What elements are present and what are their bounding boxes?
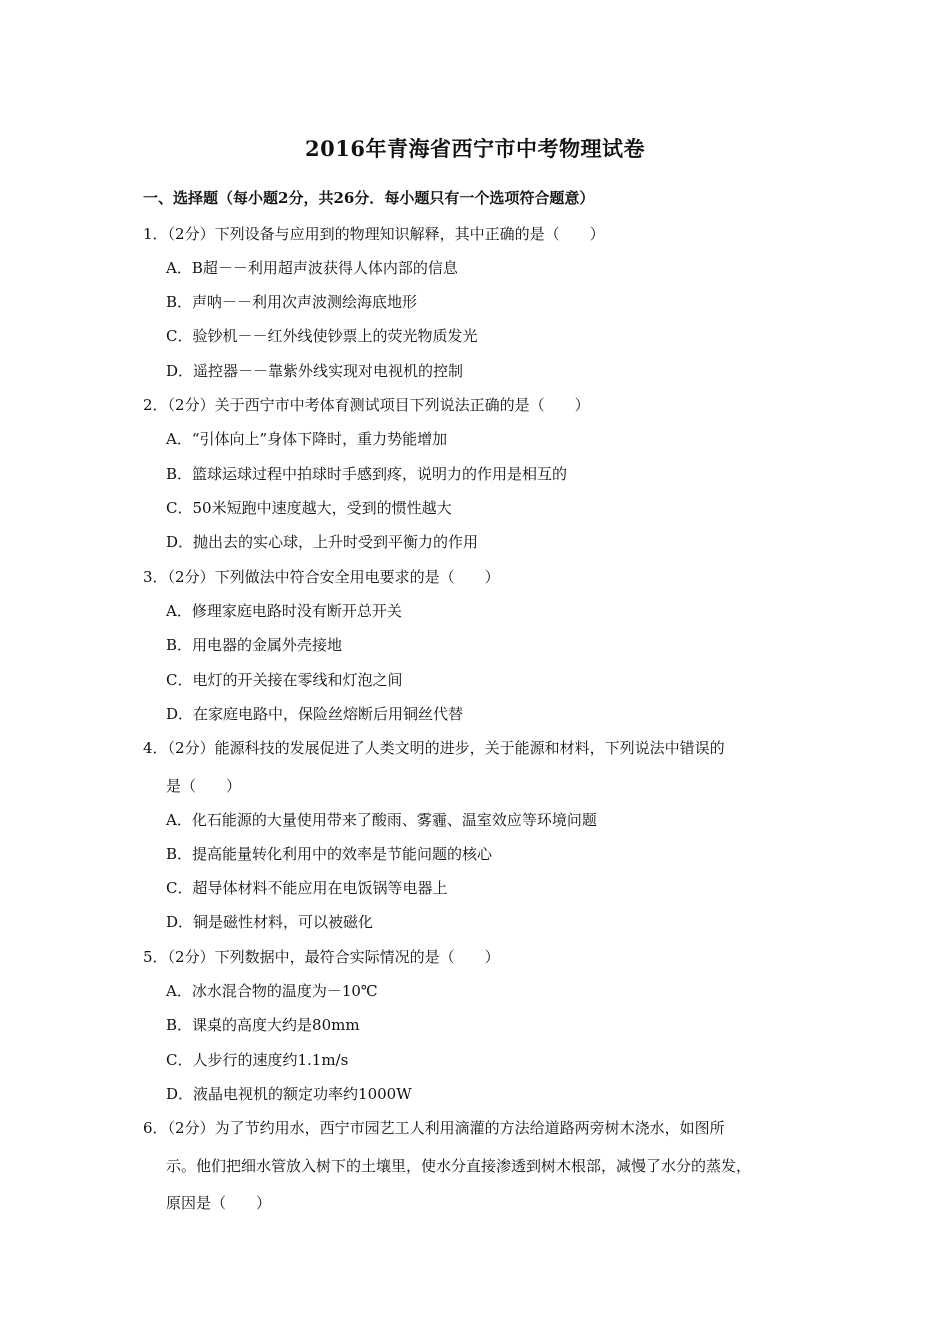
question-3-option-c: C．电灯的开关接在零线和灯泡之间	[166, 671, 403, 689]
page-title: 2016年青海省西宁市中考物理试卷	[305, 136, 645, 161]
question-1-option-d: D．遥控器－－靠紫外线实现对电视机的控制	[166, 362, 464, 380]
question-2-option-d: D．抛出去的实心球，上升时受到平衡力的作用	[166, 533, 479, 551]
question-4: 4．（2分）能源科技的发展促进了人类文明的进步，关于能源和材料，下列说法中错误的	[143, 739, 725, 757]
question-2: 2．（2分）关于西宁市中考体育测试项目下列说法正确的是（ ）	[143, 396, 590, 414]
question-2-option-b: B．篮球运球过程中拍球时手感到疼，说明力的作用是相互的	[166, 465, 568, 483]
question-3-option-b: B．用电器的金属外壳接地	[166, 636, 343, 654]
question-3-option-d: D．在家庭电路中，保险丝熔断后用铜丝代替	[166, 705, 464, 723]
question-5-option-c: C．人步行的速度约1.1m/s	[166, 1051, 349, 1069]
question-5: 5．（2分）下列数据中，最符合实际情况的是（ ）	[143, 948, 500, 966]
question-5-option-a: A．冰水混合物的温度为－10℃	[166, 982, 378, 1000]
question-4-option-d: D．铜是磁性材料，可以被磁化	[166, 913, 374, 931]
question-3: 3．（2分）下列做法中符合安全用电要求的是（ ）	[143, 568, 500, 586]
question-3-option-a: A．修理家庭电路时没有断开总开关	[166, 602, 402, 620]
question-4-option-b: B．提高能量转化利用中的效率是节能问题的核心	[166, 845, 493, 863]
question-6-continuation-1: 示。他们把细水管放入树下的土壤里，使水分直接渗透到树木根部，减慢了水分的蒸发，	[166, 1157, 752, 1175]
question-2-option-a: A．“引体向上”身体下降时，重力势能增加	[166, 430, 448, 448]
question-4-option-a: A．化石能源的大量使用带来了酸雨、雾霾、温室效应等环境问题	[166, 811, 597, 829]
question-1-option-b: B．声呐－－利用次声波测绘海底地形	[166, 293, 418, 311]
question-1: 1．（2分）下列设备与应用到的物理知识解释，其中正确的是（ ）	[143, 225, 605, 243]
question-4-continuation: 是（ ）	[166, 777, 242, 795]
question-1-option-c: C．验钞机－－红外线使钞票上的荧光物质发光	[166, 327, 478, 345]
question-5-option-b: B．课桌的高度大约是80mm	[166, 1016, 360, 1034]
question-6: 6．（2分）为了节约用水，西宁市园艺工人利用滴灌的方法给道路两旁树木浇水，如图所	[143, 1119, 725, 1137]
section-heading: 一、选择题（每小题2分，共26分．每小题只有一个选项符合题意）	[143, 189, 595, 207]
question-6-continuation-2: 原因是（ ）	[166, 1194, 272, 1212]
question-5-option-d: D．液晶电视机的额定功率约1000W	[166, 1085, 412, 1103]
question-1-option-a: A．B超－－利用超声波获得人体内部的信息	[166, 259, 458, 277]
question-4-option-c: C．超导体材料不能应用在电饭锅等电器上	[166, 879, 448, 897]
question-2-option-c: C．50米短跑中速度越大，受到的惯性越大	[166, 499, 452, 517]
